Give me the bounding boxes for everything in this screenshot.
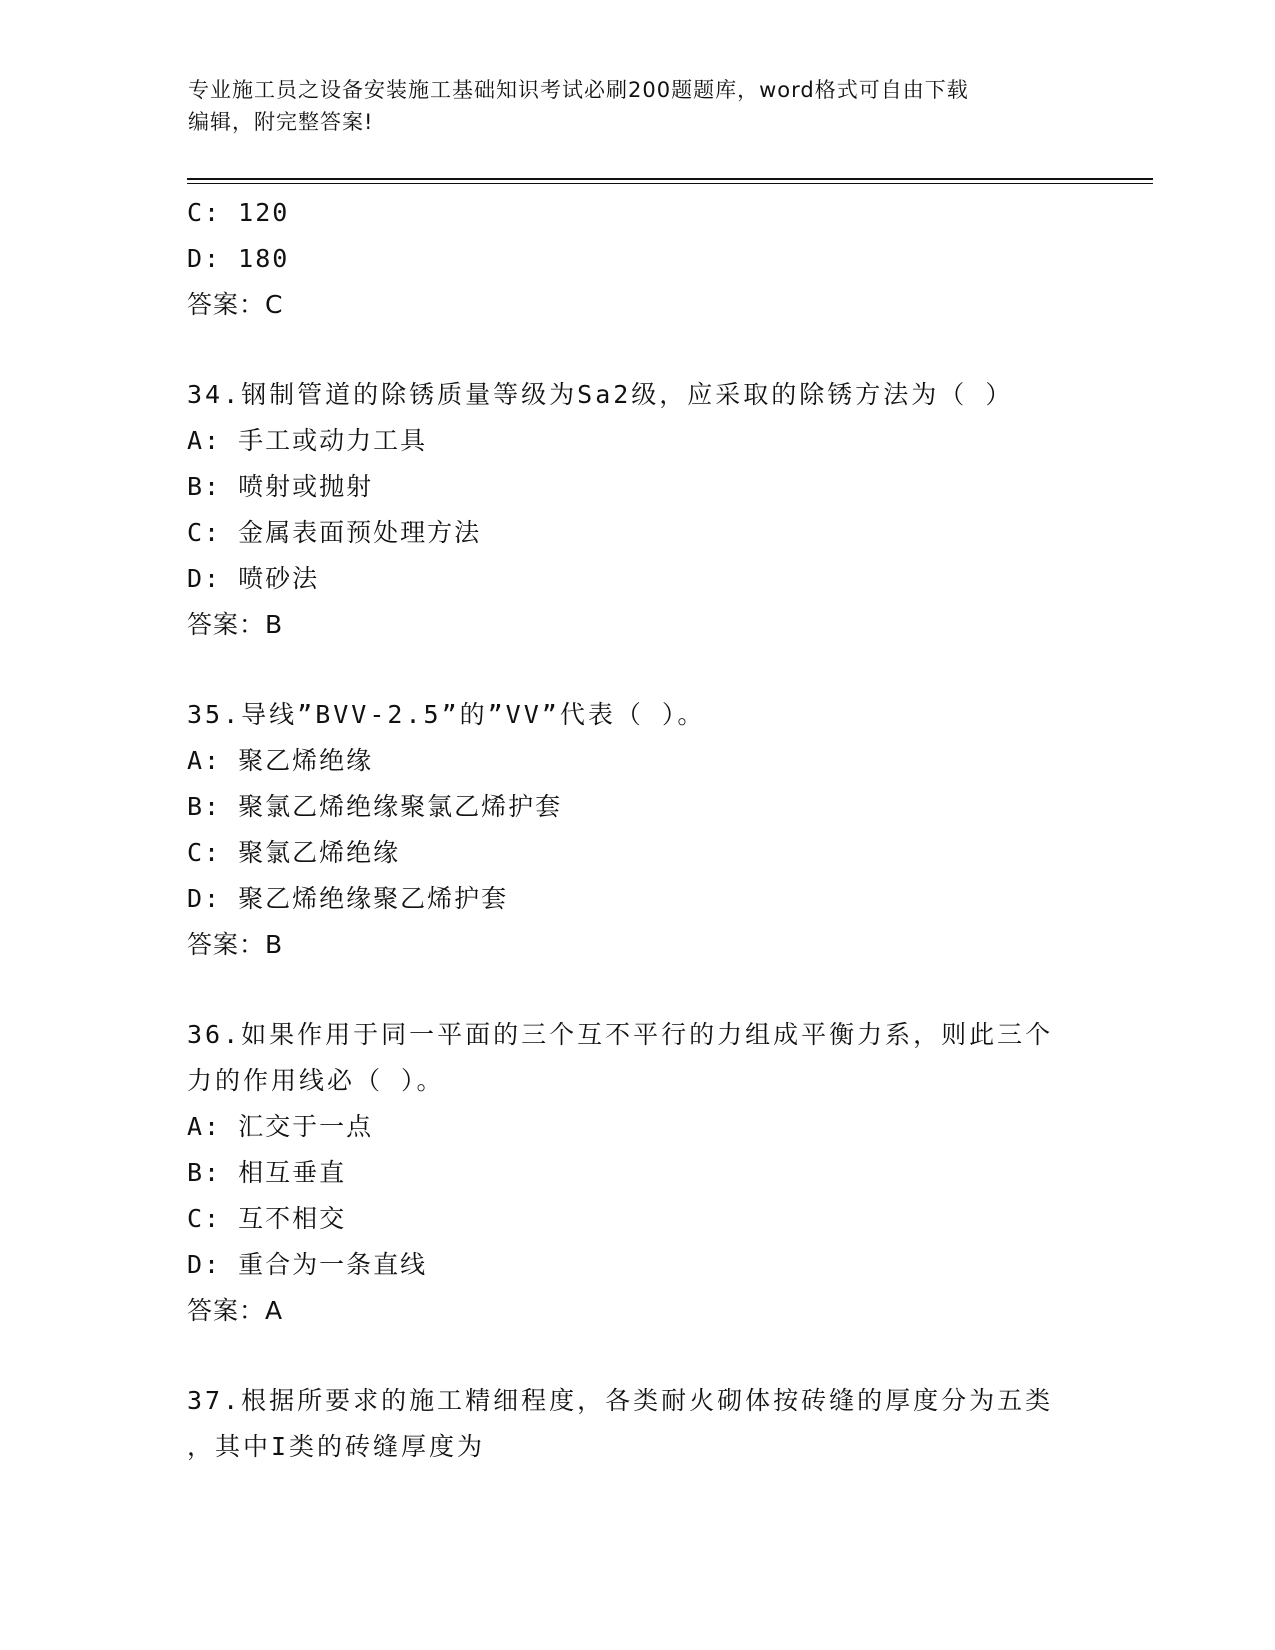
header-line-1: 专业施工员之设备安装施工基础知识考试必刷200题题库，word格式可自由下载 xyxy=(188,78,969,102)
header-line-2: 编辑，附完整答案! xyxy=(188,110,374,134)
option-d: D: 180 xyxy=(187,244,290,273)
exam-content xyxy=(187,190,1087,1470)
header-rule-thick xyxy=(187,178,1153,180)
page-header xyxy=(188,74,1088,138)
header-rule-thin xyxy=(187,183,1153,184)
answer-line: 答案：A xyxy=(187,1296,284,1325)
question-text: 35.导线”BVV-2.5”的”VV”代表（ ）。 xyxy=(187,700,706,729)
question-block-34 xyxy=(187,372,1087,648)
question-block-33 xyxy=(187,190,1087,328)
option-c: C: 120 xyxy=(187,198,290,227)
option-d: D: 喷砂法 xyxy=(187,564,320,593)
option-a: A: 汇交于一点 xyxy=(187,1112,374,1141)
option-b: B: 喷射或抛射 xyxy=(187,472,374,501)
question-text-continued: 力的作用线必（ ）。 xyxy=(187,1066,445,1095)
question-text: 34.钢制管道的除锈质量等级为Sa2级，应采取的除锈方法为（ ） xyxy=(187,380,1014,409)
answer-line: 答案：B xyxy=(187,610,284,639)
option-d: D: 重合为一条直线 xyxy=(187,1250,428,1279)
option-c: C: 聚氯乙烯绝缘 xyxy=(187,838,401,867)
question-text: 37.根据所要求的施工精细程度，各类耐火砌体按砖缝的厚度分为五类 xyxy=(187,1386,1054,1415)
answer-line: 答案：B xyxy=(187,930,284,959)
option-a: A: 手工或动力工具 xyxy=(187,426,428,455)
option-c: C: 互不相交 xyxy=(187,1204,347,1233)
option-b: B: 聚氯乙烯绝缘聚氯乙烯护套 xyxy=(187,792,563,821)
question-block-36 xyxy=(187,1012,1087,1334)
option-b: B: 相互垂直 xyxy=(187,1158,347,1187)
option-d: D: 聚乙烯绝缘聚乙烯护套 xyxy=(187,884,509,913)
option-c: C: 金属表面预处理方法 xyxy=(187,518,482,547)
answer-line: 答案：C xyxy=(187,290,284,319)
question-block-37 xyxy=(187,1378,1087,1470)
option-a: A: 聚乙烯绝缘 xyxy=(187,746,374,775)
question-block-35 xyxy=(187,692,1087,968)
question-text: 36.如果作用于同一平面的三个互不平行的力组成平衡力系，则此三个 xyxy=(187,1020,1054,1049)
question-text-continued: ，其中I类的砖缝厚度为 xyxy=(187,1432,486,1461)
